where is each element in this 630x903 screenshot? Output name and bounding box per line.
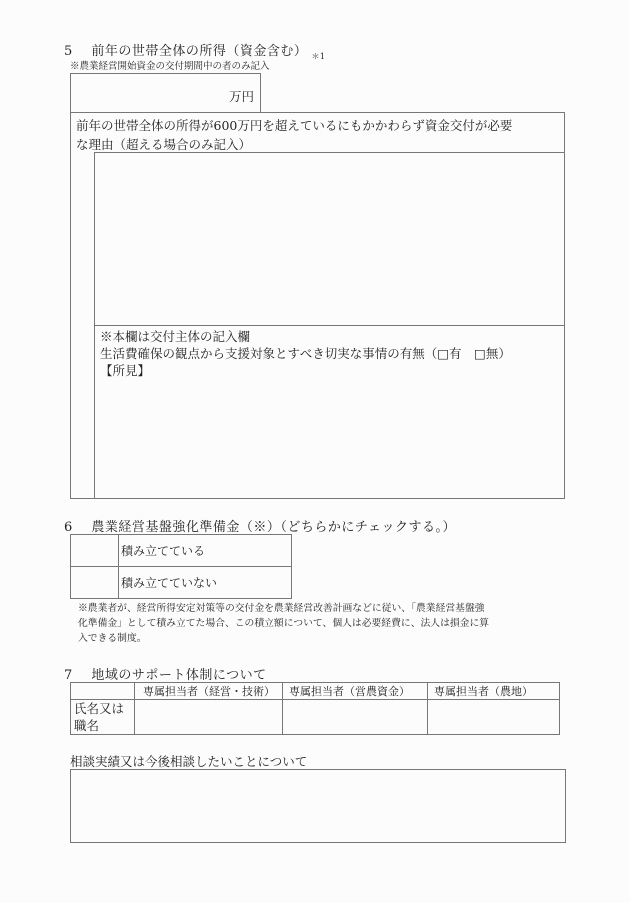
income-unit: 万円 [228,89,254,104]
reserve-option-checkbox-cell[interactable] [71,567,119,599]
support-name-farmland-input[interactable] [428,700,560,735]
section6-title: 農業経営基盤強化準備金（※）（どちらかにチェックする。） [91,520,457,535]
consultation-input[interactable] [70,769,566,843]
section5-title: 前年の世帯全体の所得（資金含む） [91,44,308,59]
official-use-area[interactable] [95,325,564,498]
reserve-option-row [71,567,292,599]
reserve-option-label: 積み立てている [119,535,292,567]
section7-heading [64,664,267,683]
reserve-option-checkbox-cell[interactable] [71,535,119,567]
reason-label-line2: な理由（超える場合のみ記入） [76,137,252,152]
support-staff-table [70,682,560,735]
reason-inner-area [94,152,564,498]
support-row-label-line1: 氏名又は [74,701,125,716]
support-header-funding: 専属担当者（営農資金） [283,683,428,700]
official-note: ※本欄は交付主体の記入欄 [100,329,251,344]
reserve-option-row [71,535,292,567]
reserve-option-label: 積み立てていない [119,567,292,599]
section5-note: ※農業経営開始資金の交付期間中の者のみ記入 [70,61,270,72]
official-text [100,328,511,379]
section6-note [78,601,489,646]
support-name-funding-input[interactable] [283,700,428,735]
support-row-label-line2: 職名 [74,718,100,733]
support-header-management: 専属担当者（経営・技術） [135,683,283,700]
reason-label-line1: 前年の世帯全体の所得が600万円を超えているにもかかわらず資金交付が必要 [76,118,513,133]
support-header-empty [71,683,135,700]
section7-number: 7 [64,668,73,683]
reason-input[interactable] [95,153,564,325]
section7-title: 地域のサポート体制について [91,668,267,683]
support-header-row [71,683,560,700]
official-opinion-label: 【所見】 [100,363,151,378]
section6-note-line1: ※農業者が、経営所得安定対策等の交付金を農業経営改善計画などに従い、「農業経営基盤強 [78,603,485,614]
section5-number: 5 [64,44,73,59]
reserve-options-table [70,534,292,599]
footnote-mark: ＊1 [311,51,326,61]
consultation-label: 相談実績又は今後相談したいことについて [70,754,308,769]
official-question: 生活費確保の観点から支援対象とすべき切実な事情の有無（□有 □無） [100,346,511,361]
section5-reason-box [70,112,565,499]
support-name-row [71,700,560,735]
income-field[interactable] [70,73,261,112]
support-header-farmland: 専属担当者（農地） [428,683,560,700]
section6-heading [64,516,456,535]
reason-label [76,116,512,154]
support-name-management-input[interactable] [135,700,283,735]
section6-note-line2: 化準備金」として積み立てた場合、この積立額について、個人は必要経費に、法人は損金に算 [78,618,490,629]
section6-note-line3: 入できる制度。 [78,633,147,644]
support-row-label [71,700,135,735]
section6-number: 6 [64,520,73,535]
